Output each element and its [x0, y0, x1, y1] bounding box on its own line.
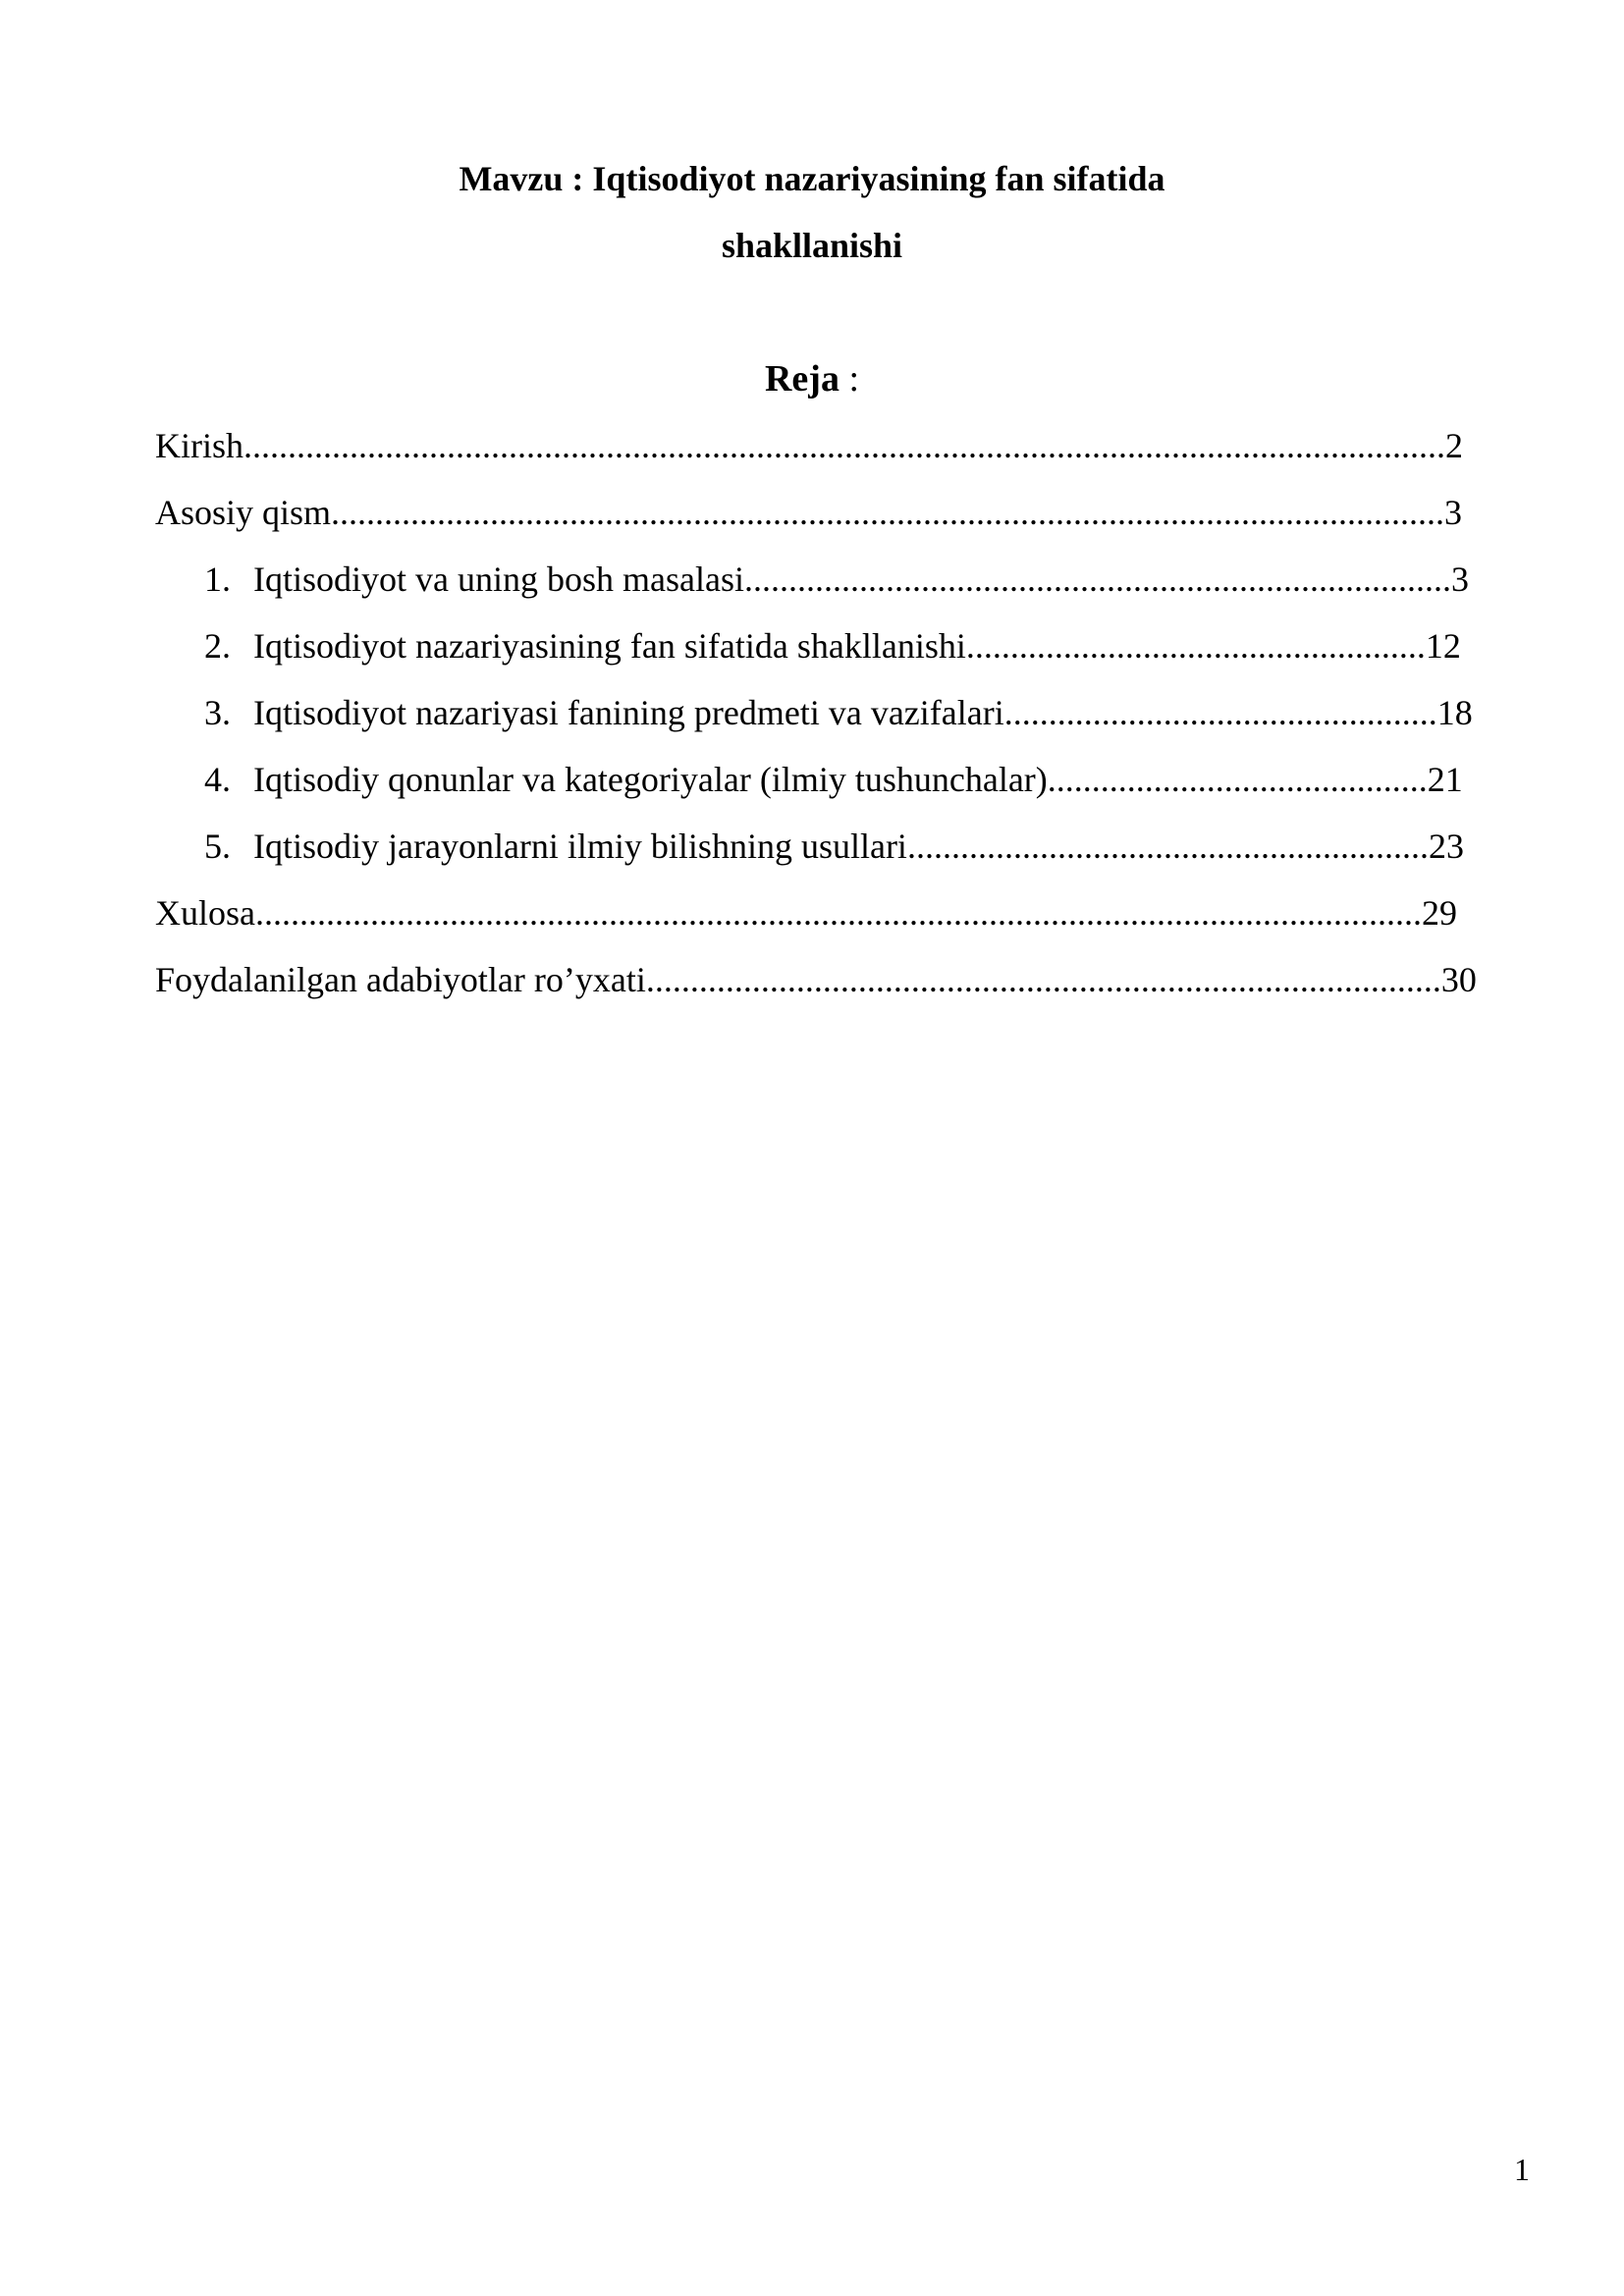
toc-entry-leader: ........................................................................................................................................: [244, 426, 1445, 465]
toc-entry-leader: ..........................................................................................: [645, 960, 1441, 999]
toc-entry-text: Iqtisodiy qonunlar va kategoriyalar (ilmiy tushunchalar): [253, 760, 1048, 799]
toc-entry[interactable]: [155, 479, 1473, 546]
toc-entry-number: 1.: [204, 560, 231, 599]
toc-entry-page: 18: [1436, 693, 1473, 732]
toc-entry-page: 30: [1440, 960, 1477, 999]
toc-entry-leader: ...........................................: [1047, 760, 1428, 799]
toc-entry[interactable]: [204, 679, 1477, 746]
toc-entry-page: 3: [1444, 493, 1463, 532]
toc-entry-leader: ..............................................................................................................................: [331, 493, 1445, 532]
toc-entry-page: 3: [1450, 560, 1469, 599]
toc-entry-leader: ....................................................................................................................................: [255, 893, 1422, 933]
toc-entry-leader: ................................................................................: [743, 560, 1451, 599]
page-number: 1: [1514, 2152, 1530, 2187]
toc-entry-number: 5.: [204, 827, 231, 866]
toc-entry[interactable]: [204, 546, 1481, 613]
toc-entry-text: Iqtisodiyot nazariyasi fanining predmeti va vazifalari: [253, 693, 1004, 732]
toc-entry-number: 2.: [204, 626, 231, 666]
toc-entry-text: Xulosa: [155, 893, 255, 933]
plan-heading: [0, 346, 1624, 412]
toc-entry-text: Foydalanilgan adabiyotlar ro’yxati: [155, 960, 646, 999]
toc-entry[interactable]: [204, 813, 1469, 880]
toc-entry-leader: .................................................: [1003, 693, 1437, 732]
document-title: [0, 145, 1624, 279]
toc-entry-leader: ...........................................................: [906, 827, 1429, 866]
toc-entry-number: 4.: [204, 760, 231, 799]
plan-heading-colon: :: [839, 358, 860, 400]
toc-entry-text: Iqtisodiy jarayonlarni ilmiy bilishning usullari: [253, 827, 907, 866]
toc-entry-text: Iqtisodiyot va uning bosh masalasi: [253, 560, 744, 599]
toc-entry[interactable]: [204, 613, 1473, 679]
toc-entry-number: 3.: [204, 693, 231, 732]
toc-entry-page: 29: [1422, 893, 1457, 933]
title-line-1: Mavzu : Iqtisodiyot nazariyasining fan sifatida: [459, 159, 1165, 198]
toc-entry-page: 21: [1427, 760, 1463, 799]
title-line-2: shakllanishi: [721, 226, 903, 265]
toc-entry-text: Iqtisodiyot nazariyasining fan sifatida shakllanishi: [253, 626, 966, 666]
toc-entry-leader: ....................................................: [965, 626, 1426, 666]
toc-entry-page: 12: [1425, 626, 1461, 666]
toc-entry-text: Kirish: [155, 426, 244, 465]
toc-entry[interactable]: [204, 746, 1475, 813]
toc-entry[interactable]: [155, 946, 1481, 1013]
plan-heading-label: Reja: [764, 358, 839, 400]
toc-entry-page: 23: [1428, 827, 1464, 866]
toc-entry-page: 2: [1445, 426, 1463, 465]
toc-entry-text: Asosiy qism: [155, 493, 332, 532]
toc-entry[interactable]: [155, 412, 1473, 479]
toc-entry[interactable]: [155, 880, 1469, 946]
